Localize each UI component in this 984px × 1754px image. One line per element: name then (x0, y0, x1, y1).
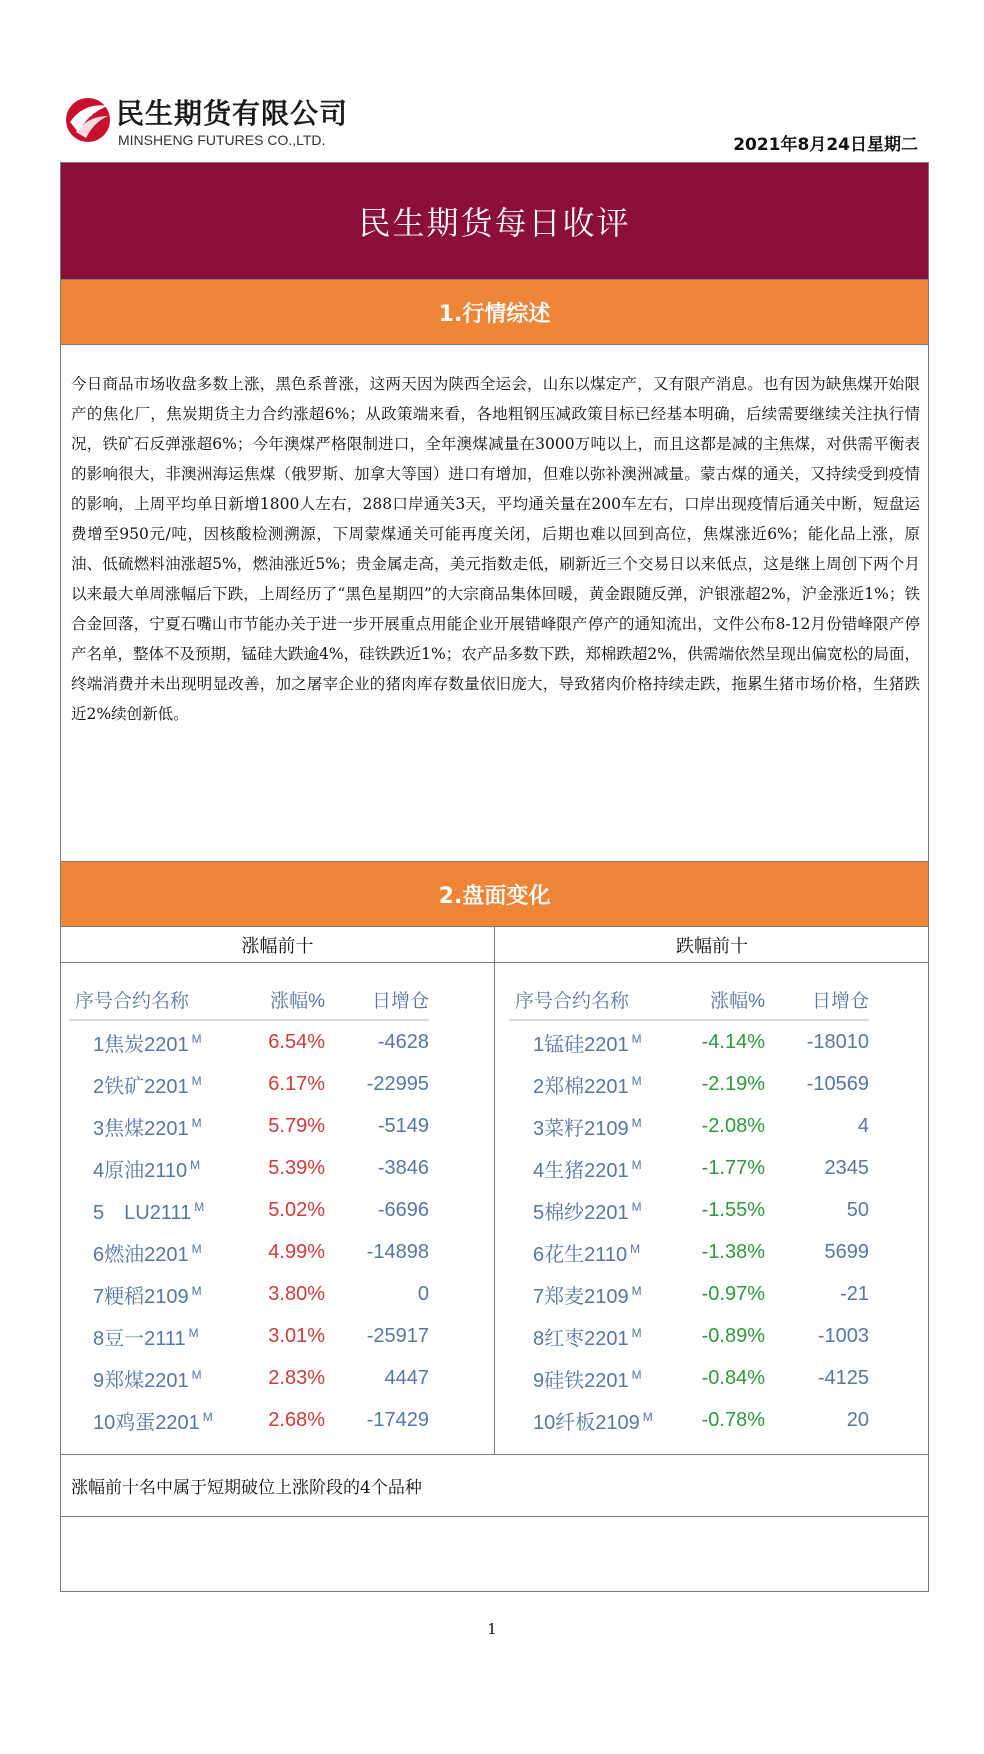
open-interest-change: 20 (846, 1408, 869, 1431)
table-row (69, 1273, 429, 1315)
contract-label: 10鸡蛋2201 (93, 1411, 200, 1434)
change-pct: 3.80% (268, 1282, 325, 1305)
main-contract-marker: M (631, 1031, 642, 1046)
table-row (509, 1189, 869, 1231)
open-interest-change: -6696 (377, 1198, 429, 1221)
contract-name (509, 1238, 675, 1267)
main-contract-marker: M (191, 1115, 202, 1130)
change-pct: -1.77% (701, 1156, 765, 1179)
change-pct: -0.78% (701, 1408, 765, 1431)
contract-name (69, 1406, 235, 1435)
change-pct: 2.83% (268, 1366, 325, 1389)
company-name-en: MINSHENG FUTURES CO.,LTD. (118, 132, 326, 148)
contract-label: 2铁矿2201 (93, 1075, 189, 1098)
contract-name (69, 1280, 235, 1309)
contract-name (509, 1154, 675, 1183)
table-row (509, 1021, 869, 1063)
gainers-title: 涨幅前十 (61, 927, 494, 963)
change-pct: -4.14% (701, 1030, 765, 1053)
change-pct: 6.17% (268, 1072, 325, 1095)
table-row (509, 1063, 869, 1105)
table-row (509, 1273, 869, 1315)
table-row (509, 1105, 869, 1147)
change-pct: 5.39% (268, 1156, 325, 1179)
contract-label: 4原油2110 (93, 1159, 188, 1182)
contract-label: 2郑棉2201 (533, 1075, 629, 1098)
table-row (509, 1357, 869, 1399)
table-row (509, 1399, 869, 1441)
main-contract-marker: M (642, 1409, 653, 1424)
contract-label: 5棉纱2201 (533, 1201, 629, 1224)
contract-name (69, 1196, 235, 1225)
change-pct: -1.55% (701, 1198, 765, 1221)
contract-name (509, 1112, 675, 1141)
table-row (69, 1231, 429, 1273)
change-pct: -2.08% (701, 1114, 765, 1137)
company-name-cn: 民生期货有限公司 (116, 97, 349, 130)
contract-name (509, 1028, 675, 1057)
contract-name (69, 1364, 235, 1393)
open-interest-change: -22995 (366, 1072, 429, 1095)
main-contract-marker: M (194, 1199, 205, 1214)
table-row (69, 1063, 429, 1105)
open-interest-change: 0 (417, 1282, 429, 1305)
table-row (69, 1315, 429, 1357)
header-name: 序号合约名称 (75, 990, 190, 1012)
change-pct: 4.99% (268, 1240, 325, 1263)
market-summary-text: 今日商品市场收盘多数上涨，黑色系普涨，这两天因为陕西全运会，山东以煤定产，又有限产消息。也有因为缺焦煤开始限产的焦化厂，焦炭期货主力合约涨超6%；从政策端来看，各地粗钢压减政策目标已经基本明确，后续需要继续关注执行情况，铁矿石反弹涨超6%；今年澳煤严格限制进口，全年澳煤减量在3000万吨以上，而且这都是减的主焦煤，对供需平衡表的影响很大，非澳洲海运焦煤（俄罗斯、加拿大等国）进口有增加，但难以弥补澳洲减量。蒙古煤的通关，又持续受到疫情的影响，上周平均单日新增1800人左右，288口岸通关3天，平均通关量在200车左右，口岸出现疫情后通关中断，短盘运费增至950元/吨，因核酸检测溯源，下周蒙煤通关可能再度关闭，后期也难以回到高位，焦煤涨近6%；能化品上涨，原油、低硫燃料油涨超5%，燃油涨近5%；贵金属走高，美元指数走低，刷新近三个交易日以来低点，这是继上周创下两个月以来最大单周涨幅后下跌，上周经历了“黑色星期四”的大宗商品集体回暖，黄金跟随反弹，沪银涨超2%，沪金涨近1%；铁合金回落，宁夏石嘴山市节能办关于进一步开展重点用能企业开展错峰限产停产的通知流出，文件公布8-12月份错峰限产停产名单，整体不及预期，锰硅大跌逾4%，硅铁跌近1%；农产品多数下跌，郑棉跌超2%，供需端依然呈现出偏宽松的局面，终端消费并未出现明显改善，加之屠宰企业的猪肉库存数量依旧庞大，导致猪肉价格持续走跌，拖累生猪市场价格，生猪跌近2%续创新低。 (71, 375, 920, 723)
open-interest-change: -3846 (377, 1156, 429, 1179)
header-pct: 涨幅% (710, 990, 765, 1012)
header-pct: 涨幅% (270, 990, 325, 1012)
main-contract-marker: M (631, 1367, 642, 1382)
main-contract-marker: M (191, 1073, 202, 1088)
main-contract-marker: M (191, 1367, 202, 1382)
main-contract-marker: M (202, 1409, 213, 1424)
open-interest-change: -17429 (366, 1408, 429, 1431)
header-oi: 日增仓 (811, 990, 869, 1012)
contract-label: 7郑麦2109 (533, 1285, 629, 1308)
breakout-note: 涨幅前十名中属于短期破位上涨阶段的4个品种 (61, 1454, 928, 1516)
table-header (69, 979, 429, 1021)
main-contract-marker: M (631, 1283, 642, 1298)
open-interest-change: -10569 (806, 1072, 869, 1095)
main-contract-marker: M (631, 1325, 642, 1340)
losers-table (509, 979, 869, 1441)
contract-label: 8红枣2201 (533, 1327, 629, 1350)
losers-title: 跌幅前十 (495, 927, 929, 963)
open-interest-change: -21 (840, 1282, 869, 1305)
open-interest-change: -1003 (817, 1324, 869, 1347)
contract-name (509, 1406, 675, 1435)
change-pct: 5.79% (268, 1114, 325, 1137)
contract-label: 3焦煤2201 (93, 1117, 189, 1140)
contract-name (509, 1070, 675, 1099)
section-title-board-changes: 2.盘面变化 (61, 861, 928, 927)
open-interest-change: -14898 (366, 1240, 429, 1263)
contract-name (69, 1028, 235, 1057)
change-pct: 3.01% (268, 1324, 325, 1347)
contract-label: 1焦炭2201 (93, 1033, 189, 1056)
gainers-table (69, 979, 429, 1441)
main-contract-marker: M (631, 1115, 642, 1130)
contract-name (509, 1322, 675, 1351)
empty-row (61, 1516, 928, 1593)
contract-name (509, 1364, 675, 1393)
open-interest-change: 50 (846, 1198, 869, 1221)
contract-label: 8豆一2111 (93, 1327, 186, 1350)
company-logo (64, 88, 364, 152)
contract-label: 5 LU2111 (93, 1201, 192, 1224)
table-row (69, 1147, 429, 1189)
table-row (509, 1147, 869, 1189)
contract-label: 9硅铁2201 (533, 1369, 629, 1392)
table-row (69, 1105, 429, 1147)
main-contract-marker: M (631, 1199, 642, 1214)
contract-label: 7粳稻2109 (93, 1285, 189, 1308)
contract-name (69, 1070, 235, 1099)
change-pct: 2.68% (268, 1408, 325, 1431)
main-contract-marker: M (188, 1325, 199, 1340)
change-pct: -1.38% (701, 1240, 765, 1263)
report-frame (60, 162, 929, 1592)
contract-label: 3菜籽2109 (533, 1117, 629, 1140)
report-title: 民生期货每日收评 (61, 163, 928, 279)
change-pct: 6.54% (268, 1030, 325, 1053)
open-interest-change: -18010 (806, 1030, 869, 1053)
section-title-market-overview: 1.行情综述 (61, 279, 928, 345)
contract-label: 6花生2110 (533, 1243, 628, 1266)
page-number: 1 (487, 1620, 497, 1638)
change-pct: -0.89% (701, 1324, 765, 1347)
contract-label: 6燃油2201 (93, 1243, 189, 1266)
contract-label: 4生猪2201 (533, 1159, 629, 1182)
contract-name (69, 1322, 235, 1351)
open-interest-change: 4447 (384, 1366, 429, 1389)
contract-label: 10纤板2109 (533, 1411, 640, 1434)
main-contract-marker: M (631, 1157, 642, 1172)
main-contract-marker: M (190, 1157, 201, 1172)
change-pct: -0.97% (701, 1282, 765, 1305)
contract-name (69, 1238, 235, 1267)
main-contract-marker: M (191, 1031, 202, 1046)
losers-column (495, 927, 929, 1454)
table-row (69, 1189, 429, 1231)
open-interest-change: 5699 (824, 1240, 869, 1263)
open-interest-change: -4125 (817, 1366, 869, 1389)
table-row (509, 1231, 869, 1273)
minsheng-logo-icon (64, 92, 112, 144)
change-pct: 5.02% (268, 1198, 325, 1221)
header-oi: 日增仓 (371, 990, 429, 1012)
ranking-columns (61, 927, 928, 1454)
open-interest-change: -5149 (377, 1114, 429, 1137)
header-name: 序号合约名称 (515, 990, 630, 1012)
main-contract-marker: M (191, 1241, 202, 1256)
open-interest-change: 4 (857, 1114, 869, 1137)
contract-label: 1锰硅2201 (533, 1033, 629, 1056)
contract-name (69, 1154, 235, 1183)
table-row (69, 1399, 429, 1441)
open-interest-change: -4628 (377, 1030, 429, 1053)
contract-label: 9郑煤2201 (93, 1369, 189, 1392)
change-pct: -0.84% (701, 1366, 765, 1389)
table-row (69, 1021, 429, 1063)
report-date: 2021年8月24日星期二 (733, 135, 918, 155)
open-interest-change: -25917 (366, 1324, 429, 1347)
table-header (509, 979, 869, 1021)
main-contract-marker: M (630, 1241, 641, 1256)
contract-name (509, 1196, 675, 1225)
change-pct: -2.19% (701, 1072, 765, 1095)
main-contract-marker: M (631, 1073, 642, 1088)
gainers-column (61, 927, 495, 1454)
table-row (69, 1357, 429, 1399)
contract-name (509, 1280, 675, 1309)
contract-name (69, 1112, 235, 1141)
table-row (509, 1315, 869, 1357)
open-interest-change: 2345 (824, 1156, 869, 1179)
main-contract-marker: M (191, 1283, 202, 1298)
